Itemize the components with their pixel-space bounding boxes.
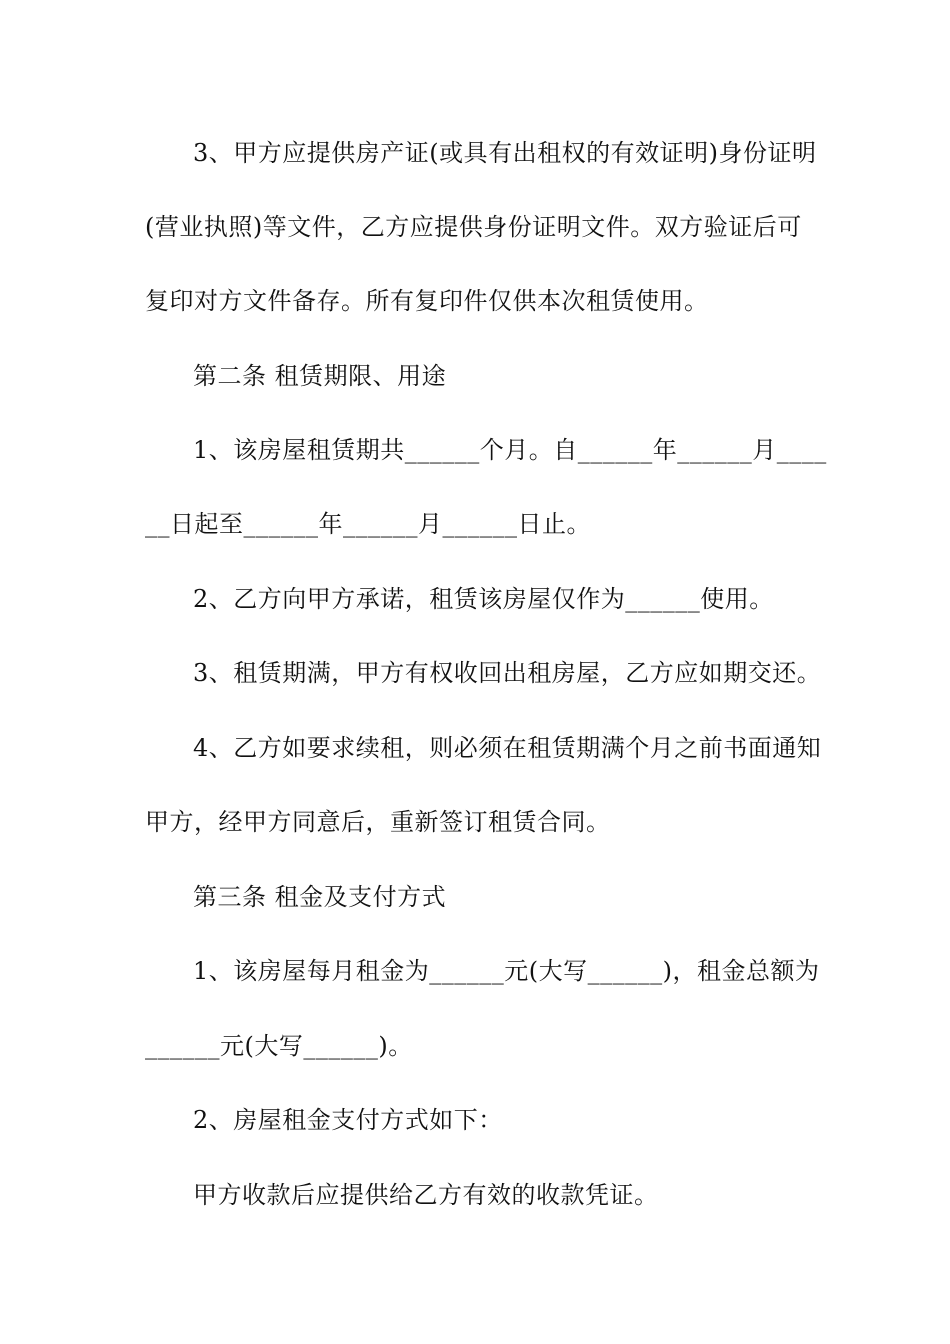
- clause-3-1-line-2: ______元(大写______)。: [145, 1032, 413, 1060]
- clause-1-3-line-2: (营业执照)等文件，乙方应提供身份证明文件。双方验证后可: [145, 213, 802, 241]
- clause-3-2-receipt-line: 甲方收款后应提供给乙方有效的收款凭证。: [193, 1181, 659, 1209]
- clause-3-1-line-1: 1、该房屋每月租金为______元(大写______)，租金总额为: [193, 957, 820, 985]
- article-3-heading: 第三条 租金及支付方式: [193, 883, 447, 911]
- clause-2-4-line-1: 4、乙方如要求续租，则必须在租赁期满个月之前书面通知: [193, 734, 822, 762]
- clause-2-1-line-2: __日起至______年______月______日止。: [145, 510, 591, 538]
- article-2-heading: 第二条 租赁期限、用途: [193, 362, 447, 390]
- clause-2-1-line-1: 1、该房屋租赁期共______个月。自______年______月____: [193, 436, 827, 464]
- clause-1-3-line-3: 复印对方文件备存。所有复印件仅供本次租赁使用。: [145, 287, 709, 315]
- clause-2-3-line: 3、租赁期满，甲方有权收回出租房屋，乙方应如期交还。: [193, 659, 822, 687]
- clause-2-2-line: 2、乙方向甲方承诺，租赁该房屋仅作为______使用。: [193, 585, 774, 613]
- clause-1-3-line-1: 3、甲方应提供房产证(或具有出租权的有效证明)身份证明: [193, 139, 817, 167]
- clause-2-4-line-2: 甲方，经甲方同意后，重新签订租赁合同。: [145, 808, 611, 836]
- clause-3-2-line: 2、房屋租金支付方式如下：: [193, 1106, 503, 1134]
